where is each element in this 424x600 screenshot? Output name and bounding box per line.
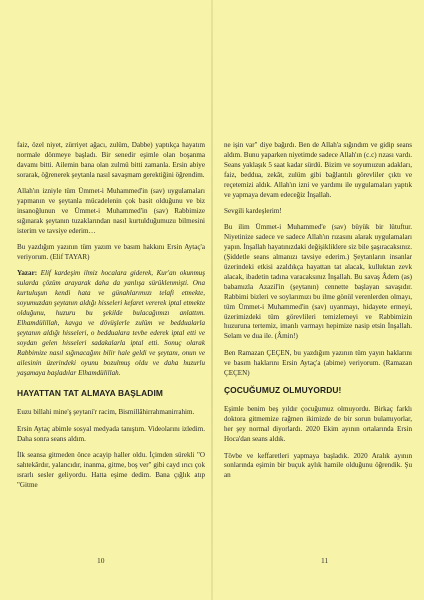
paragraph: Bu ilim Ümmet-i Muhammed'e (sav) büyük bir lütuftur. Niyetinize sadece ve sadece Allah'ın rızasını alarak uygulamaları yapın. İnşallah hayatınızdaki değişikliklere siz bile şaşıracaksınız.(Şiddetle seans almanızı tavsiye ederim.) Şeytanların insanlar üzerindeki etkisi azaldıkça hayattan tat alacak, kulluktan zevk alacak, ibadetin tadına varacaksınız İnşallah. Bu savaş Âdem (as) babamızla Azazil'in (şeytanın) cennette başlayan savaşıdır. Rabbimi bizleri ve soylarımızı bu ilme gönül verenlerden olmayı, tüm Ümmet-i Muhammed'in (sav) uyanmayı, hidayete ermeyi, üzerimizdeki tüm görevlileri temizlemeyi ve Rabbimizin huzuruna tertemiz, imanlı varmayı hepimize nasip etsin İnşallah. Selam ve dua ile. (Âmin!) xyxy=(224,223,412,341)
page-number: 10 xyxy=(97,556,105,565)
paragraph: İlk seansa gitmeden önce acayip haller oldu. İçimden sürekli "O sahtekârdır, yalancıdır, inanma, gitme, boş ver" gibi cayd ırıcı çok ısrarlı sesler geliyordu. Hatta eşime dedim. Bana çığlık atıp "Gitme xyxy=(17,451,205,489)
page-number: 11 xyxy=(321,556,329,565)
right-page-text xyxy=(224,141,412,488)
paragraph: Ersin Aytaç abimle sosyal medyada tanıştım. Videolarını izledim. Daha sonra seans aldım. xyxy=(17,424,205,443)
paragraph: Sevgili kardeşlerim! xyxy=(224,206,282,215)
paragraph: Bu yazdığım yazının tüm yazım ve basım hakkını Ersin Aytaç'a veriyorum. (Elif TAYAR) xyxy=(17,243,205,262)
paragraph: ne işin var" diye bağırdı. Ben de Allah'a sığındım ve gidip seans aldım. Bunu yaparken niyetimde sadece Allah'ın (c.c) rızası vardı. Seans yaklaşık 5 saat kadar sürdü. Bizim ve soyumuzun adakları, faiz, bedduа, zekât, zulüm gibi bağlantılı görevliler çıktı ve reçetemizi aldık. Allah'ın izni ve yardımı ile uygulamaları yaptık ve yapmaya devam edeceğiz İnşallah. xyxy=(224,141,412,199)
left-page-text xyxy=(17,141,205,497)
paragraph: faiz, özel niyet, zürriyet ağacı, zulüm, Dabbe) yaptıkça hayatım normale dönmeye başladı. Bir senedir eşimle olan boşanma davamı bitti. Ailemin bana olan zulmü bitti zamanla. Ersin abiye sorarak, öğrenerek şeytanla nasıl savaşmam gerektiğini öğrendim. xyxy=(17,141,205,179)
section-heading: ÇOCUĞUMUZ OLMUYORDU! xyxy=(224,385,342,396)
section-heading: HAYATTAN TAT ALMAYA BAŞLADIM xyxy=(17,388,163,399)
paragraph: Euzu billahi mine'ş şeytani'r racim, Bismillâhirrahmanirrahim. xyxy=(17,408,195,417)
author-note xyxy=(17,269,205,378)
author-note-label: Yazar: xyxy=(17,269,38,278)
paragraph: Ben Ramazan ÇEÇEN, bu yazdığım yazının tüm yayın haklarını ve basım haklarını Ersin Aytaç'a (abime) veriyorum. (Ramazan ÇEÇEN) xyxy=(224,348,412,377)
right-page xyxy=(212,0,424,600)
paragraph: Tövbe ve keffaretleri yapmaya başladık. 2020 Aralık ayının sonlarında eşimin bir buçuk aylık hamile olduğunu öğrendik. Şu an xyxy=(224,451,412,480)
paragraph: Allah'ın izniyle tüm Ümmet-i Muhammed'in (sav) uygulamaları yapmanın ve şeytanla mücadelenin çok basit olduğunu ve biz insanoğlunun ve Ümmet-i Muhammed'in (sav) Rabbimize sığınarak şeytanın tuzaklarından nasıl kurtulduğumuzu bilmesini isterim ve tavsiye ederim… xyxy=(17,187,205,235)
paragraph: Eşimle benim beş yıldır çocuğumuz olmuyordu. Birkaç farklı doktora gitmemize rağmen ikimizde de bir sorun bulamıyorlar, her şey normal diyorlardı. 2020 Ekim ayının ortalarında Ersin Hoca'dan seans aldık. xyxy=(224,405,412,444)
author-note-text: Elif kardeşim ilmiz hocalara giderek, Kur'an okunmuş sularda çözüm arayarak daha da yanlışa sürüklenmişti. Ona kurtuluşun kendi hata ve günahlarımızı telafi etmekte, soyumuzdan şeytanın aldığı hisseleri kefaret vererek iptal etmekte olduğunu, huzuru bu şekilde bulacağımızı anlattım. Elhamdülillah, kavga ve dövüşlerle zulüm ve beddualarla şeytanın aldığı hisseleri, o beddualara tevbe ederek iptal etti ve soydan gelen hisseleri sadakalarla iptal etti. Sonuç olarak Rabbimize nasıl sığınacağını bilir hale geldi ve şeytanı, onun ve ailesinin üzerindeki oyunu bozulmuş oldu ve daha huzurlu yaşamaya başladılar Elhamdülillah. xyxy=(17,269,205,377)
